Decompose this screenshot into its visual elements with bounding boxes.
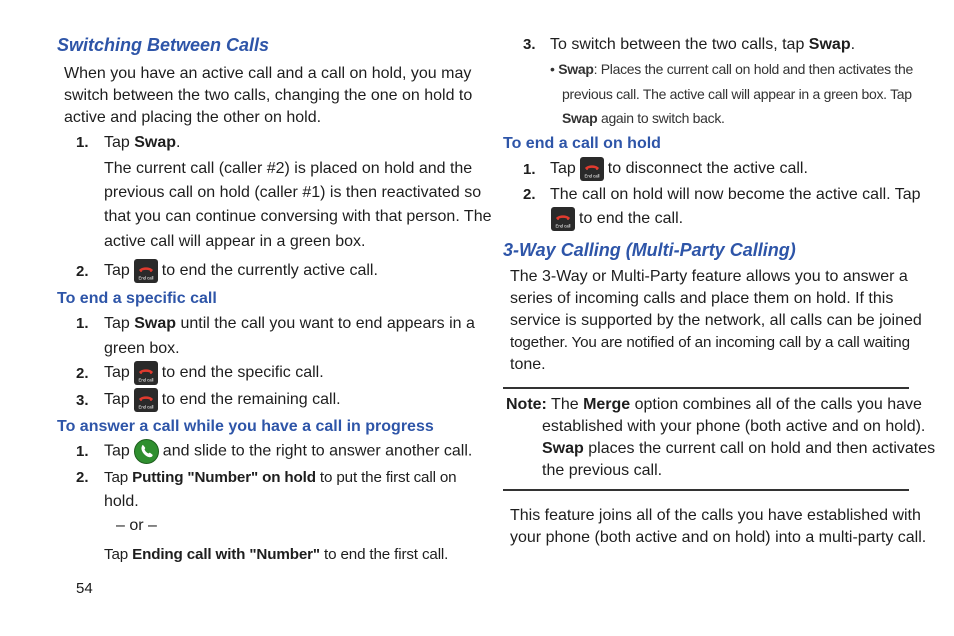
- step-number: 2.: [76, 365, 89, 382]
- step-text: Tap Swap until the call you want to end appears in a: [104, 315, 475, 332]
- step-number: 1.: [523, 161, 536, 178]
- step-text: Tap Ending call with "Number" to end the first call.: [104, 546, 449, 563]
- note-line: Swap places the current call on hold and then activates: [542, 440, 936, 457]
- step-number: 1.: [76, 134, 89, 151]
- step-number: 1.: [76, 315, 89, 332]
- bullet-line: Swap again to switch back.: [562, 110, 725, 126]
- step-text: Tap Swap.: [104, 134, 181, 151]
- paragraph-line: tone.: [510, 356, 546, 373]
- step-desc-line: The current call (caller #2) is placed on hold and the: [104, 160, 473, 177]
- svg-text:End call: End call: [555, 223, 571, 229]
- bullet-line: previous call. The active call will appear in a green box. Tap: [562, 86, 912, 102]
- svg-text:End call: End call: [584, 173, 600, 179]
- step-text: The call on hold will now become the active call. Tap: [550, 186, 921, 203]
- step-number: 1.: [76, 443, 89, 460]
- note-line: the previous call.: [542, 462, 663, 479]
- section-heading: Switching Between Calls: [57, 35, 270, 55]
- paragraph-line: The 3-Way or Multi-Party feature allows you to answer a: [510, 268, 908, 285]
- subsection-heading: To answer a call while you have a call in progress: [57, 418, 434, 435]
- step-text: Tap End call to end the specific call.: [104, 361, 324, 385]
- paragraph-line: your phone (both active and on hold) into a multi-party call.: [510, 529, 927, 546]
- subsection-heading: To end a call on hold: [503, 135, 661, 152]
- end-call-icon: [551, 207, 575, 231]
- intro-line-2: switch between the two calls, changing the one on hold to: [64, 87, 473, 104]
- step-number: 3.: [76, 392, 89, 409]
- step-text: Tap Putting "Number" on hold to put the first call on: [104, 469, 457, 486]
- end-call-icon: [580, 157, 604, 181]
- step-text: Tap and slide to the right to answer another call.: [104, 439, 472, 464]
- page-number: 54: [76, 580, 93, 597]
- paragraph-line: service is supported by the network, all calls can be joined: [510, 312, 922, 329]
- step-text-cont: End call to end the call.: [547, 207, 683, 231]
- bullet-line: • Swap: Places the current call on hold and then activates the: [550, 61, 913, 77]
- step-text: Tap End call to end the remaining call.: [104, 388, 341, 412]
- step-text-cont: green box.: [104, 340, 180, 357]
- step-number: 3.: [523, 36, 536, 53]
- paragraph-line: series of incoming calls and place them on hold. If this: [510, 290, 894, 307]
- step-desc-line: active call will appear in a green box.: [104, 233, 366, 250]
- answer-call-icon: [134, 439, 159, 464]
- subsection-heading: To end a specific call: [57, 290, 217, 307]
- note-bottom-rule: [503, 489, 909, 491]
- note-line: established with your phone (both active and on hold).: [542, 418, 926, 435]
- paragraph-line: This feature joins all of the calls you have established with: [510, 507, 921, 524]
- step-desc-line: that you can continue conversing with that person. The: [104, 208, 492, 225]
- svg-text:End call: End call: [138, 404, 154, 410]
- step-text: To switch between the two calls, tap Swap.: [550, 36, 856, 53]
- step-number: 2.: [523, 186, 536, 203]
- intro-line-3: active and placing the other on hold.: [64, 109, 322, 126]
- note-line: Note: The Merge option combines all of the calls you have: [506, 396, 922, 413]
- intro-line-1: When you have an active call and a call on hold, you may: [64, 65, 472, 82]
- step-text: Tap End call to end the currently active call.: [104, 259, 378, 283]
- or-separator: – or –: [116, 517, 157, 534]
- step-desc-line: previous call on hold (caller #1) is then reactivated so: [104, 184, 482, 201]
- section-heading: 3-Way Calling (Multi-Party Calling): [503, 240, 796, 260]
- step-number: 2.: [76, 263, 89, 280]
- step-text: Tap End call to disconnect the active call.: [550, 157, 808, 181]
- end-call-icon: [134, 259, 158, 283]
- note-top-rule: [503, 387, 909, 389]
- svg-text:End call: End call: [138, 275, 154, 281]
- svg-text:End call: End call: [138, 377, 154, 383]
- end-call-icon: [134, 388, 158, 412]
- paragraph-line: together. You are notified of an incoming call by a call waiting: [510, 334, 910, 351]
- end-call-icon: [134, 361, 158, 385]
- step-text-cont: hold.: [104, 493, 139, 510]
- step-number: 2.: [76, 469, 89, 486]
